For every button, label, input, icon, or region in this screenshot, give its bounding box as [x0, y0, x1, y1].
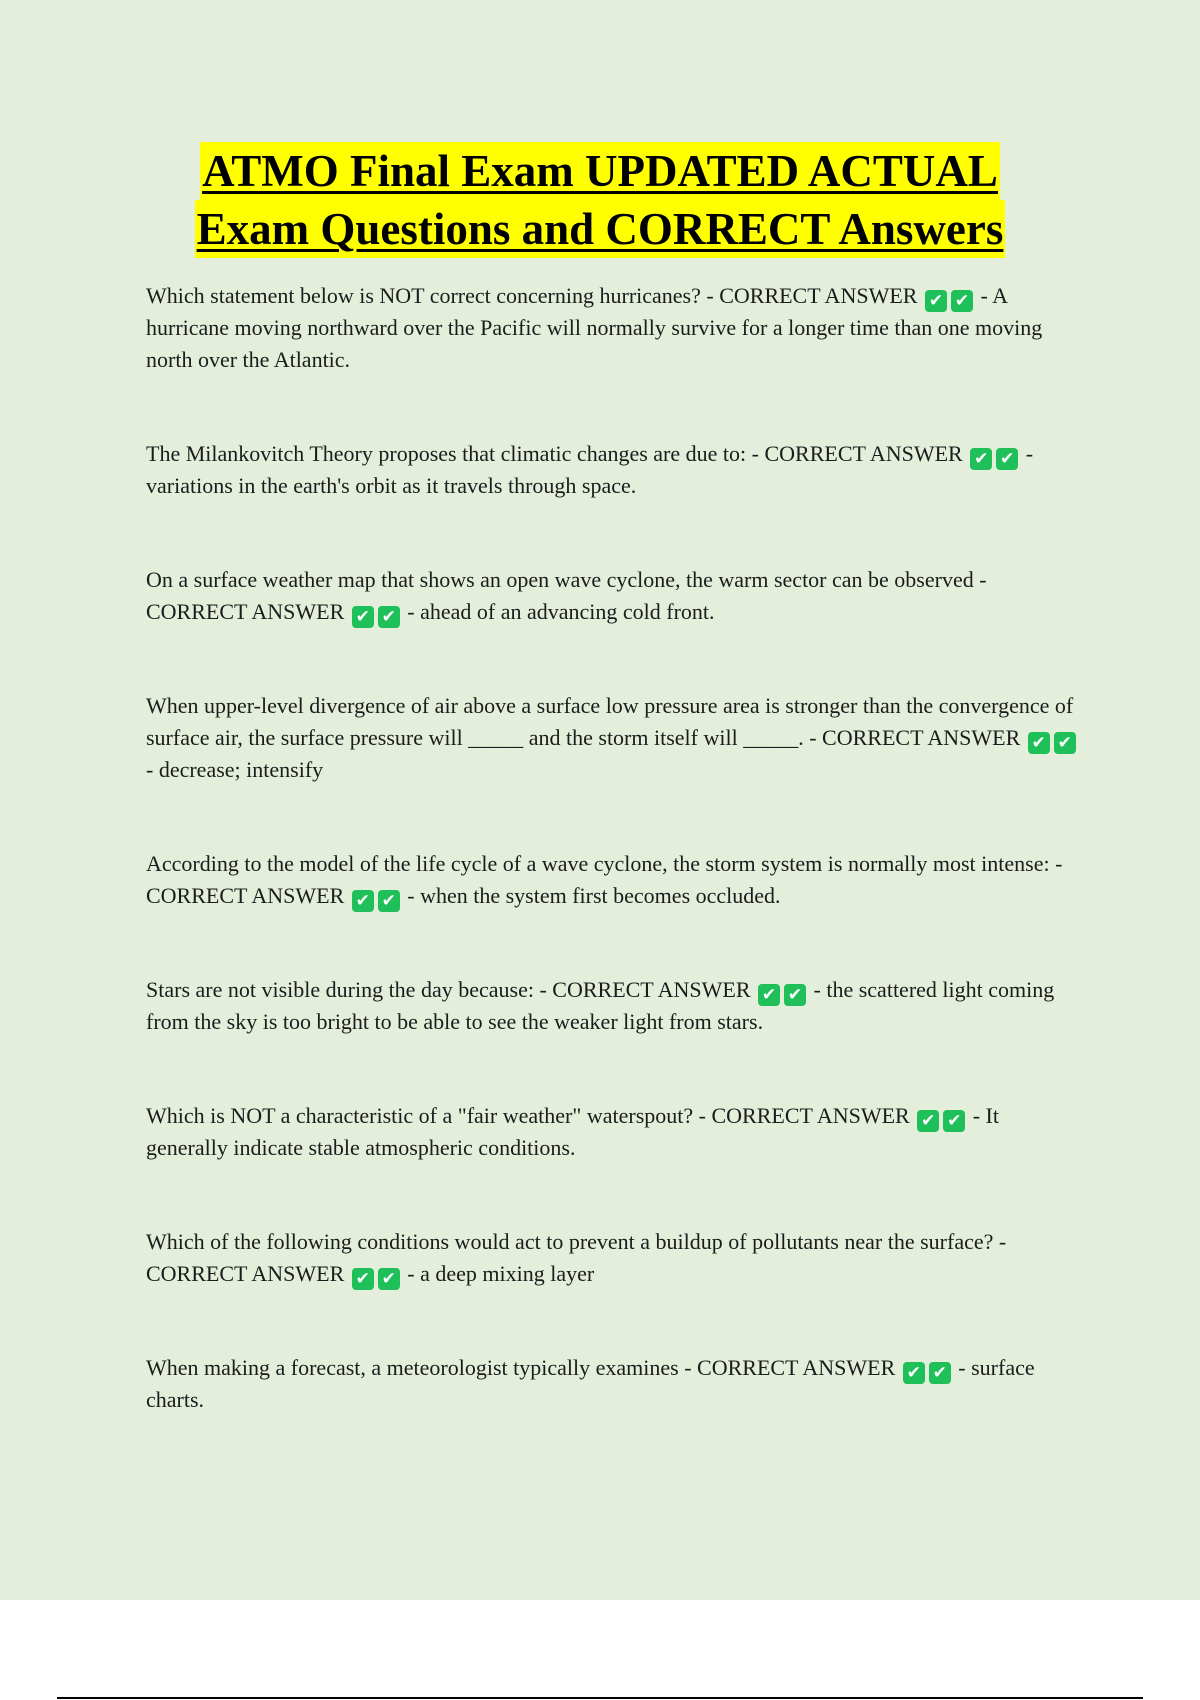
qa-item: [146, 564, 1086, 628]
checkmark-icon: ✔: [378, 1268, 400, 1290]
question-text: When upper-level divergence of air above a surface low pressure area is stronger than the convergence of surface air, the surface pressure will _____ and the storm itself will _____. -: [146, 693, 1074, 750]
checkmark-icon: ✔: [917, 1110, 939, 1132]
checkmark-icon: ✔: [970, 448, 992, 470]
question-text: The Milankovitch Theory proposes that climatic changes are due to: -: [146, 441, 765, 466]
question-text: On a surface weather map that shows an open wave cyclone, the warm sector can be observed -: [146, 567, 987, 592]
checkmark-icon: ✔: [352, 606, 374, 628]
question-text: Which is NOT a characteristic of a "fair weather" waterspout? -: [146, 1103, 712, 1128]
answer-text: - A hurricane moving northward over the Pacific will normally survive for a longer time than one moving north over the Atlantic.: [146, 283, 1043, 372]
answer-label: CORRECT ANSWER: [697, 1355, 896, 1380]
qa-item: [146, 690, 1086, 786]
checkmark-icon: ✔: [784, 984, 806, 1006]
answer-label: CORRECT ANSWER: [146, 599, 345, 624]
answer-label: CORRECT ANSWER: [822, 725, 1021, 750]
qa-item: [146, 974, 1086, 1038]
answer-text: - variations in the earth's orbit as it travels through space.: [146, 441, 1034, 498]
document-title: [0, 142, 1200, 258]
qa-item: [146, 280, 1086, 376]
answer-label: CORRECT ANSWER: [719, 283, 918, 308]
checkmark-icon: ✔: [352, 890, 374, 912]
answer-text: - It generally indicate stable atmospheric conditions.: [146, 1103, 999, 1160]
answer-text: - decrease; intensify: [146, 757, 324, 782]
answer-text: - the scattered light coming from the sky is too bright to be able to see the weaker light from stars.: [146, 977, 1055, 1034]
question-text: Stars are not visible during the day because: -: [146, 977, 553, 1002]
answer-label: CORRECT ANSWER: [552, 977, 751, 1002]
answer-label: CORRECT ANSWER: [146, 1261, 345, 1286]
question-text: According to the model of the life cycle of a wave cyclone, the storm system is normally most intense: -: [146, 851, 1063, 876]
question-text: Which of the following conditions would act to prevent a buildup of pollutants near the surface? -: [146, 1229, 1007, 1254]
checkmark-icon: ✔: [903, 1362, 925, 1384]
checkmark-icon: ✔: [1028, 732, 1050, 754]
qa-item: [146, 438, 1086, 502]
checkmark-icon: ✔: [378, 890, 400, 912]
answer-text: - when the system first becomes occluded.: [401, 883, 781, 908]
checkmark-icon: ✔: [352, 1268, 374, 1290]
title-line-1: ATMO Final Exam UPDATED ACTUAL: [200, 142, 1000, 200]
answer-text: - a deep mixing layer: [401, 1261, 595, 1286]
answer-text: - surface charts.: [146, 1355, 1035, 1412]
footer-divider: [57, 1697, 1143, 1699]
answer-label: CORRECT ANSWER: [146, 883, 345, 908]
qa-item: [146, 848, 1086, 912]
checkmark-icon: ✔: [943, 1110, 965, 1132]
checkmark-icon: ✔: [925, 290, 947, 312]
checkmark-icon: ✔: [951, 290, 973, 312]
qa-list: [146, 280, 1086, 1416]
qa-item: [146, 1100, 1086, 1164]
question-text: Which statement below is NOT correct concerning hurricanes? -: [146, 283, 720, 308]
checkmark-icon: ✔: [929, 1362, 951, 1384]
answer-text: - ahead of an advancing cold front.: [401, 599, 715, 624]
title-line-2: Exam Questions and CORRECT Answers: [195, 200, 1006, 258]
qa-item: [146, 1352, 1086, 1416]
checkmark-icon: ✔: [1054, 732, 1076, 754]
checkmark-icon: ✔: [996, 448, 1018, 470]
answer-label: CORRECT ANSWER: [764, 441, 963, 466]
checkmark-icon: ✔: [378, 606, 400, 628]
question-text: When making a forecast, a meteorologist typically examines -: [146, 1355, 698, 1380]
qa-item: [146, 1226, 1086, 1290]
answer-label: CORRECT ANSWER: [711, 1103, 910, 1128]
checkmark-icon: ✔: [758, 984, 780, 1006]
